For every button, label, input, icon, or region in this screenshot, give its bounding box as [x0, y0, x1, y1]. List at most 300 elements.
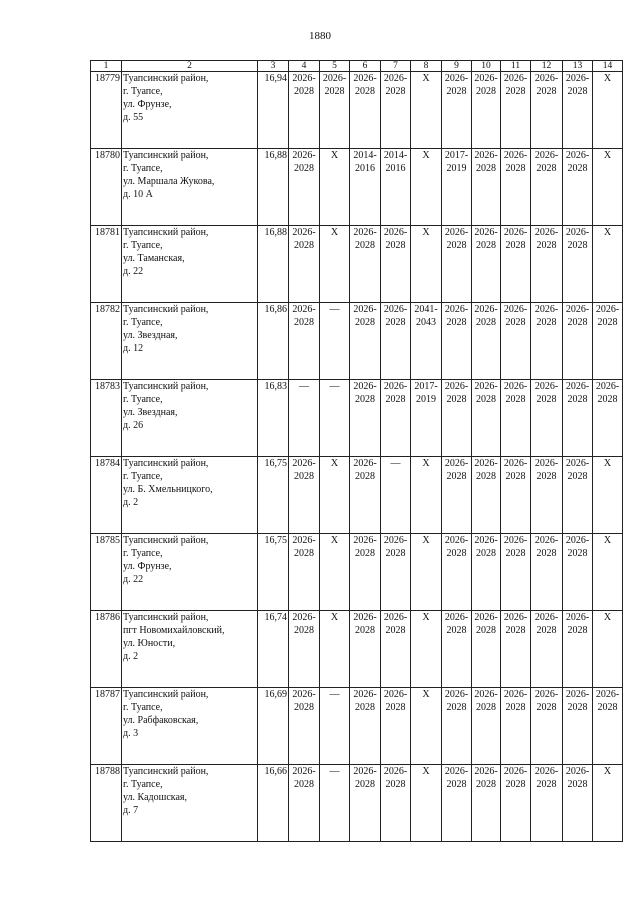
period-text: 2028	[567, 779, 588, 790]
period-cell	[442, 765, 472, 842]
period-text: 2026-	[474, 766, 498, 777]
period-cell	[472, 765, 501, 842]
period-text: 2028	[476, 702, 496, 713]
period-text: —	[329, 304, 340, 315]
period-text: 2026-	[503, 304, 528, 315]
period-text: 2028	[355, 779, 375, 790]
period-text: 2026-	[353, 689, 377, 700]
period-text: 2026-	[534, 458, 559, 469]
address-line: ул. Фрунзе,	[123, 99, 172, 110]
period-text: —	[329, 766, 340, 777]
period-cell	[350, 303, 381, 380]
period-text: X	[330, 458, 339, 469]
period-text: 2026-	[383, 73, 408, 84]
period-cell	[442, 303, 472, 380]
period-text: —	[390, 458, 401, 469]
period-text: 2028	[294, 702, 314, 713]
column-header: 2	[122, 61, 258, 72]
column-header: 12	[531, 61, 563, 72]
address-cell	[122, 611, 258, 688]
period-cell	[320, 457, 350, 534]
period-text: 2017-	[444, 150, 469, 161]
column-header: 11	[501, 61, 531, 72]
period-text: 2026-	[534, 304, 559, 315]
period-cell	[411, 534, 442, 611]
period-text: 2026-	[474, 535, 498, 546]
period-cell	[411, 149, 442, 226]
period-text: 2028	[476, 86, 496, 97]
period-text: 2028	[355, 394, 375, 405]
table-body	[91, 72, 623, 842]
period-text: 2026-	[444, 381, 469, 392]
address-line: Туапсинский район,	[123, 73, 209, 84]
period-cell	[531, 765, 563, 842]
address-cell	[122, 72, 258, 149]
address-line: ул. Б. Хмельницкого,	[123, 484, 213, 495]
period-text: 2014-	[353, 150, 377, 161]
table-row	[91, 72, 623, 149]
period-text: 2014-	[383, 150, 408, 161]
period-cell	[472, 303, 501, 380]
period-cell	[320, 688, 350, 765]
period-cell	[320, 149, 350, 226]
period-text: 2026-	[353, 227, 377, 238]
period-text: 2026-	[353, 73, 377, 84]
period-text: 2026-	[444, 766, 469, 777]
period-text: 2028	[294, 471, 314, 482]
period-text: 2026-	[383, 381, 408, 392]
period-cell	[472, 457, 501, 534]
period-text: 2026-	[503, 227, 528, 238]
period-cell	[381, 149, 411, 226]
address-line: Туапсинский район,	[123, 612, 209, 623]
period-text: 2028	[294, 86, 314, 97]
period-text: 2026-	[444, 304, 469, 315]
address-line: д. 26	[123, 420, 144, 431]
address-line: Туапсинский район,	[123, 381, 209, 392]
period-text: 2026-	[353, 766, 377, 777]
period-text: 2026-	[503, 381, 528, 392]
period-text: 2028	[476, 240, 496, 251]
period-text: 2026-	[534, 73, 559, 84]
period-text: 2028	[536, 779, 557, 790]
column-header: 14	[593, 61, 623, 72]
period-cell	[531, 149, 563, 226]
period-cell	[320, 380, 350, 457]
period-text: 2028	[476, 548, 496, 559]
period-cell	[442, 534, 472, 611]
period-text: 2028	[446, 317, 467, 328]
period-text: 2026-	[503, 535, 528, 546]
period-text: 2028	[446, 625, 467, 636]
period-text: 2026-	[383, 612, 408, 623]
period-cell	[531, 611, 563, 688]
period-text: 2026-	[503, 612, 528, 623]
period-text: 2028	[355, 86, 375, 97]
period-text: 2028	[536, 548, 557, 559]
period-text: 2026-	[565, 150, 590, 161]
period-text: 2028	[355, 317, 375, 328]
period-text: 2028	[385, 394, 406, 405]
period-text: 2026-	[565, 689, 590, 700]
record-number: 18783	[91, 380, 122, 457]
period-cell	[289, 611, 320, 688]
period-cell	[593, 457, 623, 534]
period-text: 2028	[446, 86, 467, 97]
period-text: 2028	[597, 317, 618, 328]
period-text: —	[329, 381, 340, 392]
period-text: 2026-	[292, 612, 316, 623]
address-cell	[122, 765, 258, 842]
period-cell	[501, 72, 531, 149]
period-cell	[289, 457, 320, 534]
address-cell	[122, 457, 258, 534]
address-line: г. Туапсе,	[123, 317, 163, 328]
address-line: г. Туапсе,	[123, 163, 163, 174]
period-text: 2026-	[595, 381, 620, 392]
address-line: г. Туапсе,	[123, 394, 163, 405]
period-text: 2028	[355, 548, 375, 559]
table-row	[91, 226, 623, 303]
period-text: 2028	[505, 317, 526, 328]
period-text: 2026-	[444, 535, 469, 546]
value-cell: 16,75	[258, 534, 289, 611]
period-text: 2028	[385, 779, 406, 790]
period-text: X	[603, 150, 612, 161]
value-cell: 16,88	[258, 226, 289, 303]
period-cell	[472, 226, 501, 303]
period-text: 2028	[505, 86, 526, 97]
address-line: Туапсинский район,	[123, 689, 209, 700]
value-cell: 16,69	[258, 688, 289, 765]
period-text: 2026-	[353, 535, 377, 546]
table-row	[91, 765, 623, 842]
period-text: 2028	[567, 317, 588, 328]
period-text: 2028	[536, 163, 557, 174]
period-text: 2026-	[503, 73, 528, 84]
period-text: X	[330, 150, 339, 161]
period-text: 2028	[294, 317, 314, 328]
period-cell	[501, 611, 531, 688]
period-text: 2026-	[534, 227, 559, 238]
value-cell: 16,66	[258, 765, 289, 842]
period-cell	[501, 380, 531, 457]
period-text: 2026-	[565, 535, 590, 546]
period-text: 2026-	[565, 73, 590, 84]
address-line: Туапсинский район,	[123, 535, 209, 546]
period-text: 2026-	[383, 227, 408, 238]
period-text: X	[422, 227, 430, 238]
table-row	[91, 457, 623, 534]
period-text: X	[422, 535, 430, 546]
period-text: 2043	[416, 317, 436, 328]
period-text: 2026-	[292, 535, 316, 546]
address-line: д. 3	[123, 728, 139, 739]
period-cell	[350, 688, 381, 765]
period-text: 2028	[446, 394, 467, 405]
period-text: X	[422, 458, 430, 469]
period-text: 2016	[385, 163, 406, 174]
period-text: 2028	[536, 240, 557, 251]
period-text: 2028	[536, 471, 557, 482]
column-header: 6	[350, 61, 381, 72]
period-text: 2026-	[565, 458, 590, 469]
period-cell	[472, 688, 501, 765]
period-text: 2026-	[444, 227, 469, 238]
period-text: 2026-	[292, 689, 316, 700]
period-text: 2026-	[565, 766, 590, 777]
period-text: 2028	[355, 702, 375, 713]
period-text: X	[422, 689, 430, 700]
period-text: 2026-	[292, 150, 316, 161]
address-line: г. Туапсе,	[123, 779, 163, 790]
period-cell	[320, 534, 350, 611]
period-text: 2026-	[353, 381, 377, 392]
address-cell	[122, 380, 258, 457]
period-cell	[289, 303, 320, 380]
address-line: г. Туапсе,	[123, 471, 163, 482]
address-line: д. 55	[123, 112, 144, 123]
period-cell	[472, 72, 501, 149]
period-cell	[593, 534, 623, 611]
period-cell	[381, 380, 411, 457]
table-row	[91, 688, 623, 765]
period-text: 2026-	[444, 689, 469, 700]
period-text: 2028	[476, 317, 496, 328]
record-number: 18787	[91, 688, 122, 765]
period-cell	[350, 611, 381, 688]
period-cell	[531, 226, 563, 303]
address-line: д. 10 А	[123, 189, 153, 200]
period-text: 2028	[536, 394, 557, 405]
period-text: 2028	[476, 163, 496, 174]
period-text: 2028	[505, 240, 526, 251]
period-text: 2028	[324, 86, 345, 97]
period-cell	[381, 457, 411, 534]
period-cell	[563, 72, 593, 149]
period-text: X	[603, 766, 612, 777]
period-cell	[411, 380, 442, 457]
period-cell	[442, 72, 472, 149]
period-text: 2026-	[595, 304, 620, 315]
period-text: 2026-	[474, 304, 498, 315]
period-text: X	[422, 612, 430, 623]
period-text: 2026-	[353, 304, 377, 315]
period-cell	[501, 226, 531, 303]
period-cell	[320, 72, 350, 149]
period-text: 2026-	[534, 766, 559, 777]
period-text: 2026-	[503, 458, 528, 469]
period-cell	[320, 611, 350, 688]
period-text: 2028	[505, 548, 526, 559]
period-cell	[593, 380, 623, 457]
period-cell	[563, 149, 593, 226]
period-cell	[289, 226, 320, 303]
value-cell: 16,88	[258, 149, 289, 226]
address-line: ул. Маршала Жукова,	[123, 176, 215, 187]
period-cell	[442, 226, 472, 303]
period-text: 2028	[385, 625, 406, 636]
period-cell	[501, 457, 531, 534]
period-text: 2026-	[292, 73, 316, 84]
column-header: 10	[472, 61, 501, 72]
period-cell	[350, 226, 381, 303]
period-cell	[411, 303, 442, 380]
period-cell	[472, 611, 501, 688]
period-cell	[381, 688, 411, 765]
column-header: 9	[442, 61, 472, 72]
period-text: 2028	[567, 394, 588, 405]
period-cell	[289, 534, 320, 611]
address-line: г. Туапсе,	[123, 240, 163, 251]
period-text: 2026-	[474, 612, 498, 623]
column-header: 8	[411, 61, 442, 72]
period-cell	[472, 534, 501, 611]
period-cell	[442, 457, 472, 534]
period-cell	[289, 72, 320, 149]
period-text: 2026-	[474, 381, 498, 392]
period-cell	[593, 765, 623, 842]
record-number: 18788	[91, 765, 122, 842]
period-text: X	[330, 612, 339, 623]
period-cell	[350, 765, 381, 842]
period-text: 2028	[446, 779, 467, 790]
period-cell	[411, 72, 442, 149]
period-text: 2026-	[474, 458, 498, 469]
period-cell	[501, 688, 531, 765]
record-number: 18780	[91, 149, 122, 226]
period-text: 2026-	[503, 689, 528, 700]
period-cell	[593, 226, 623, 303]
address-line: Туапсинский район,	[123, 150, 209, 161]
period-cell	[289, 765, 320, 842]
address-cell	[122, 688, 258, 765]
period-text: X	[422, 150, 430, 161]
period-text: 2026-	[565, 612, 590, 623]
period-text: 2026-	[383, 766, 408, 777]
period-text: 2028	[536, 317, 557, 328]
period-text: 2028	[567, 548, 588, 559]
period-text: 2028	[294, 240, 314, 251]
period-text: 2026-	[503, 766, 528, 777]
period-text: 2028	[385, 548, 406, 559]
period-text: 2026-	[474, 689, 498, 700]
value-cell: 16,94	[258, 72, 289, 149]
period-cell	[531, 303, 563, 380]
period-text: X	[603, 458, 612, 469]
period-cell	[350, 72, 381, 149]
period-text: 2026-	[353, 458, 377, 469]
period-text: X	[422, 73, 430, 84]
period-cell	[472, 149, 501, 226]
period-text: 2041-	[414, 304, 438, 315]
period-text: 2028	[567, 163, 588, 174]
period-cell	[381, 534, 411, 611]
period-text: 2026-	[534, 150, 559, 161]
period-text: 2026-	[565, 227, 590, 238]
period-text: 2016	[355, 163, 375, 174]
period-text: 2026-	[444, 73, 469, 84]
period-text: X	[603, 227, 612, 238]
period-text: 2028	[446, 548, 467, 559]
period-text: X	[603, 612, 612, 623]
period-cell	[531, 534, 563, 611]
period-text: 2028	[505, 625, 526, 636]
column-header: 13	[563, 61, 593, 72]
value-cell: 16,74	[258, 611, 289, 688]
period-cell	[563, 457, 593, 534]
address-line: ул. Кадошская,	[123, 792, 187, 803]
address-line: г. Туапсе,	[123, 86, 163, 97]
period-cell	[593, 303, 623, 380]
period-text: 2028	[385, 317, 406, 328]
value-cell: 16,75	[258, 457, 289, 534]
period-cell	[289, 688, 320, 765]
record-number: 18781	[91, 226, 122, 303]
period-text: 2028	[385, 702, 406, 713]
period-cell	[531, 380, 563, 457]
period-text: X	[330, 535, 339, 546]
period-cell	[531, 688, 563, 765]
period-text: 2028	[567, 471, 588, 482]
value-cell: 16,86	[258, 303, 289, 380]
address-line: пгт Новомихайловский,	[123, 625, 225, 636]
address-line: ул. Звездная,	[123, 407, 178, 418]
period-text: 2026-	[292, 304, 316, 315]
period-cell	[289, 380, 320, 457]
period-text: 2028	[505, 163, 526, 174]
period-text: 2028	[355, 625, 375, 636]
table-row	[91, 380, 623, 457]
period-cell	[381, 72, 411, 149]
period-cell	[563, 303, 593, 380]
period-text: 2026-	[474, 150, 498, 161]
period-cell	[563, 765, 593, 842]
table-row	[91, 149, 623, 226]
column-header: 5	[320, 61, 350, 72]
period-cell	[381, 226, 411, 303]
period-text: X	[330, 227, 339, 238]
period-cell	[411, 226, 442, 303]
period-text: 2028	[597, 702, 618, 713]
period-cell	[563, 688, 593, 765]
period-cell	[593, 149, 623, 226]
period-text: 2026-	[503, 150, 528, 161]
address-line: д. 2	[123, 497, 139, 508]
table-row	[91, 303, 623, 380]
address-line: ул. Таманская,	[123, 253, 185, 264]
column-header: 1	[91, 61, 122, 72]
period-text: 2026-	[444, 458, 469, 469]
address-line: д. 2	[123, 651, 139, 662]
period-cell	[531, 457, 563, 534]
period-text: 2026-	[474, 227, 498, 238]
period-text: 2028	[355, 471, 375, 482]
register-table	[90, 60, 623, 842]
address-line: Туапсинский район,	[123, 227, 209, 238]
period-cell	[442, 688, 472, 765]
period-cell	[593, 688, 623, 765]
period-text: 2028	[505, 779, 526, 790]
period-cell	[350, 149, 381, 226]
period-cell	[593, 72, 623, 149]
period-cell	[411, 457, 442, 534]
address-line: д. 22	[123, 574, 144, 585]
period-text: 2019	[416, 394, 436, 405]
period-text: X	[603, 535, 612, 546]
period-text: 2026-	[534, 689, 559, 700]
column-header: 3	[258, 61, 289, 72]
